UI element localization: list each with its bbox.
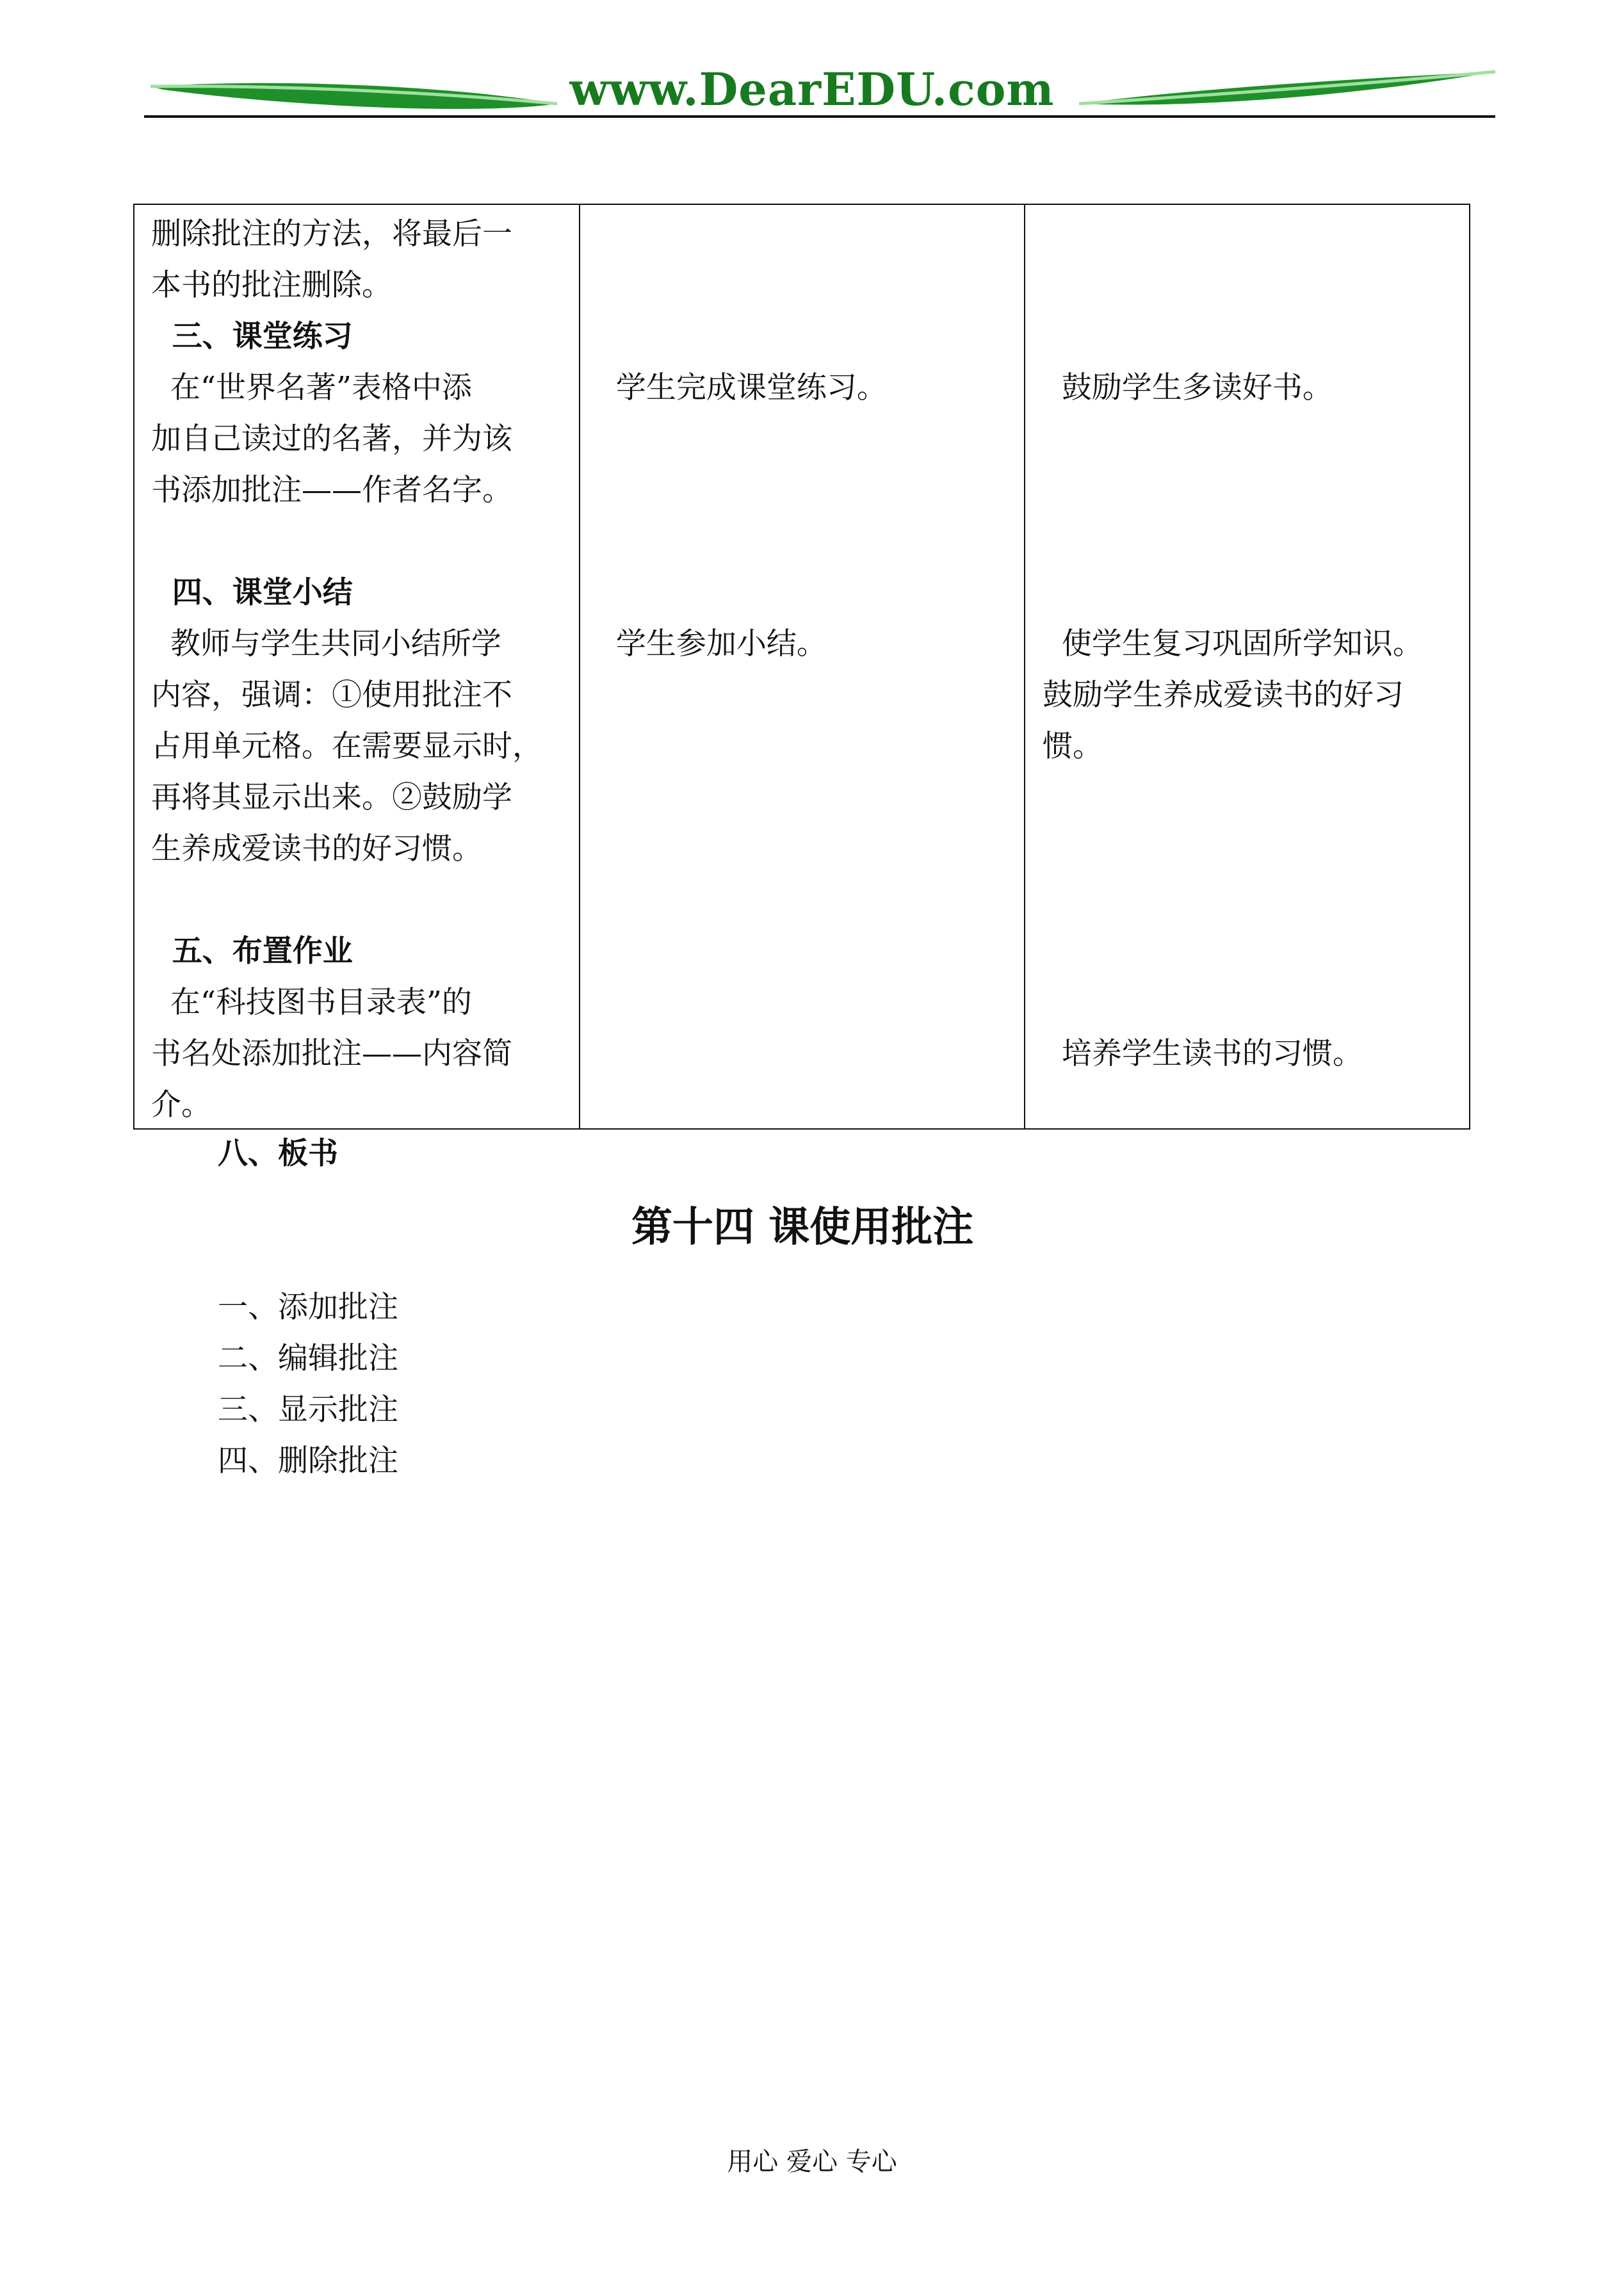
student-activity-summary: 学生参加小结。: [597, 626, 827, 661]
section-heading-homework: 五、布置作业: [151, 934, 353, 969]
col1-line: 在“世界名著”表格中添: [151, 370, 472, 405]
col1-line: 内容，强调：①使用批注不: [151, 677, 512, 713]
col1-line: 加自己读过的名著，并为该: [151, 421, 512, 457]
col1-line: 占用单元格。在需要显示时，: [151, 729, 542, 764]
section-heading-summary: 四、课堂小结: [151, 575, 353, 610]
design-intent-summary: 使学生复习巩固所学知识。: [1043, 626, 1423, 661]
table-column-divider: [1024, 205, 1025, 1128]
col1-line: 本书的批注删除。: [151, 268, 392, 303]
design-intent-practice: 鼓励学生多读好书。: [1043, 370, 1333, 405]
col1-line: 书添加批注——作者名字。: [151, 473, 512, 508]
board-item: 二、编辑批注: [218, 1341, 398, 1376]
board-item: 三、显示批注: [218, 1392, 398, 1427]
board-section-heading: 八、板书: [218, 1136, 338, 1171]
header-rule: [144, 115, 1495, 118]
board-item: 一、添加批注: [218, 1290, 398, 1325]
col1-line: 书名处添加批注——内容简: [151, 1036, 512, 1071]
design-intent-summary-line: 惯。: [1043, 729, 1103, 764]
board-item: 四、删除批注: [218, 1443, 398, 1479]
student-activity-practice: 学生完成课堂练习。: [597, 370, 887, 405]
section-heading-practice: 三、课堂练习: [151, 319, 353, 354]
col1-line: 教师与学生共同小结所学: [151, 626, 501, 661]
lesson-plan-table: [133, 204, 1470, 1130]
site-logo-text[interactable]: www.DearEDU.com: [569, 63, 1055, 116]
col1-line: 再将其显示出来。②鼓励学: [151, 780, 512, 815]
col1-line: 生养成爱读书的好习惯。: [151, 831, 482, 866]
table-column-divider: [579, 205, 580, 1128]
board-title: 第十四 课使用批注: [631, 1204, 974, 1251]
footer-motto: 用心 爱心 专心: [727, 2147, 897, 2177]
col1-line: 介。: [151, 1087, 211, 1123]
col1-line: 删除批注的方法，将最后一: [151, 216, 512, 252]
design-intent-homework: 培养学生读书的习惯。: [1043, 1036, 1363, 1071]
col1-line: 在“科技图书目录表”的: [151, 985, 472, 1020]
design-intent-summary-line: 鼓励学生养成爱读书的好习: [1043, 677, 1404, 713]
